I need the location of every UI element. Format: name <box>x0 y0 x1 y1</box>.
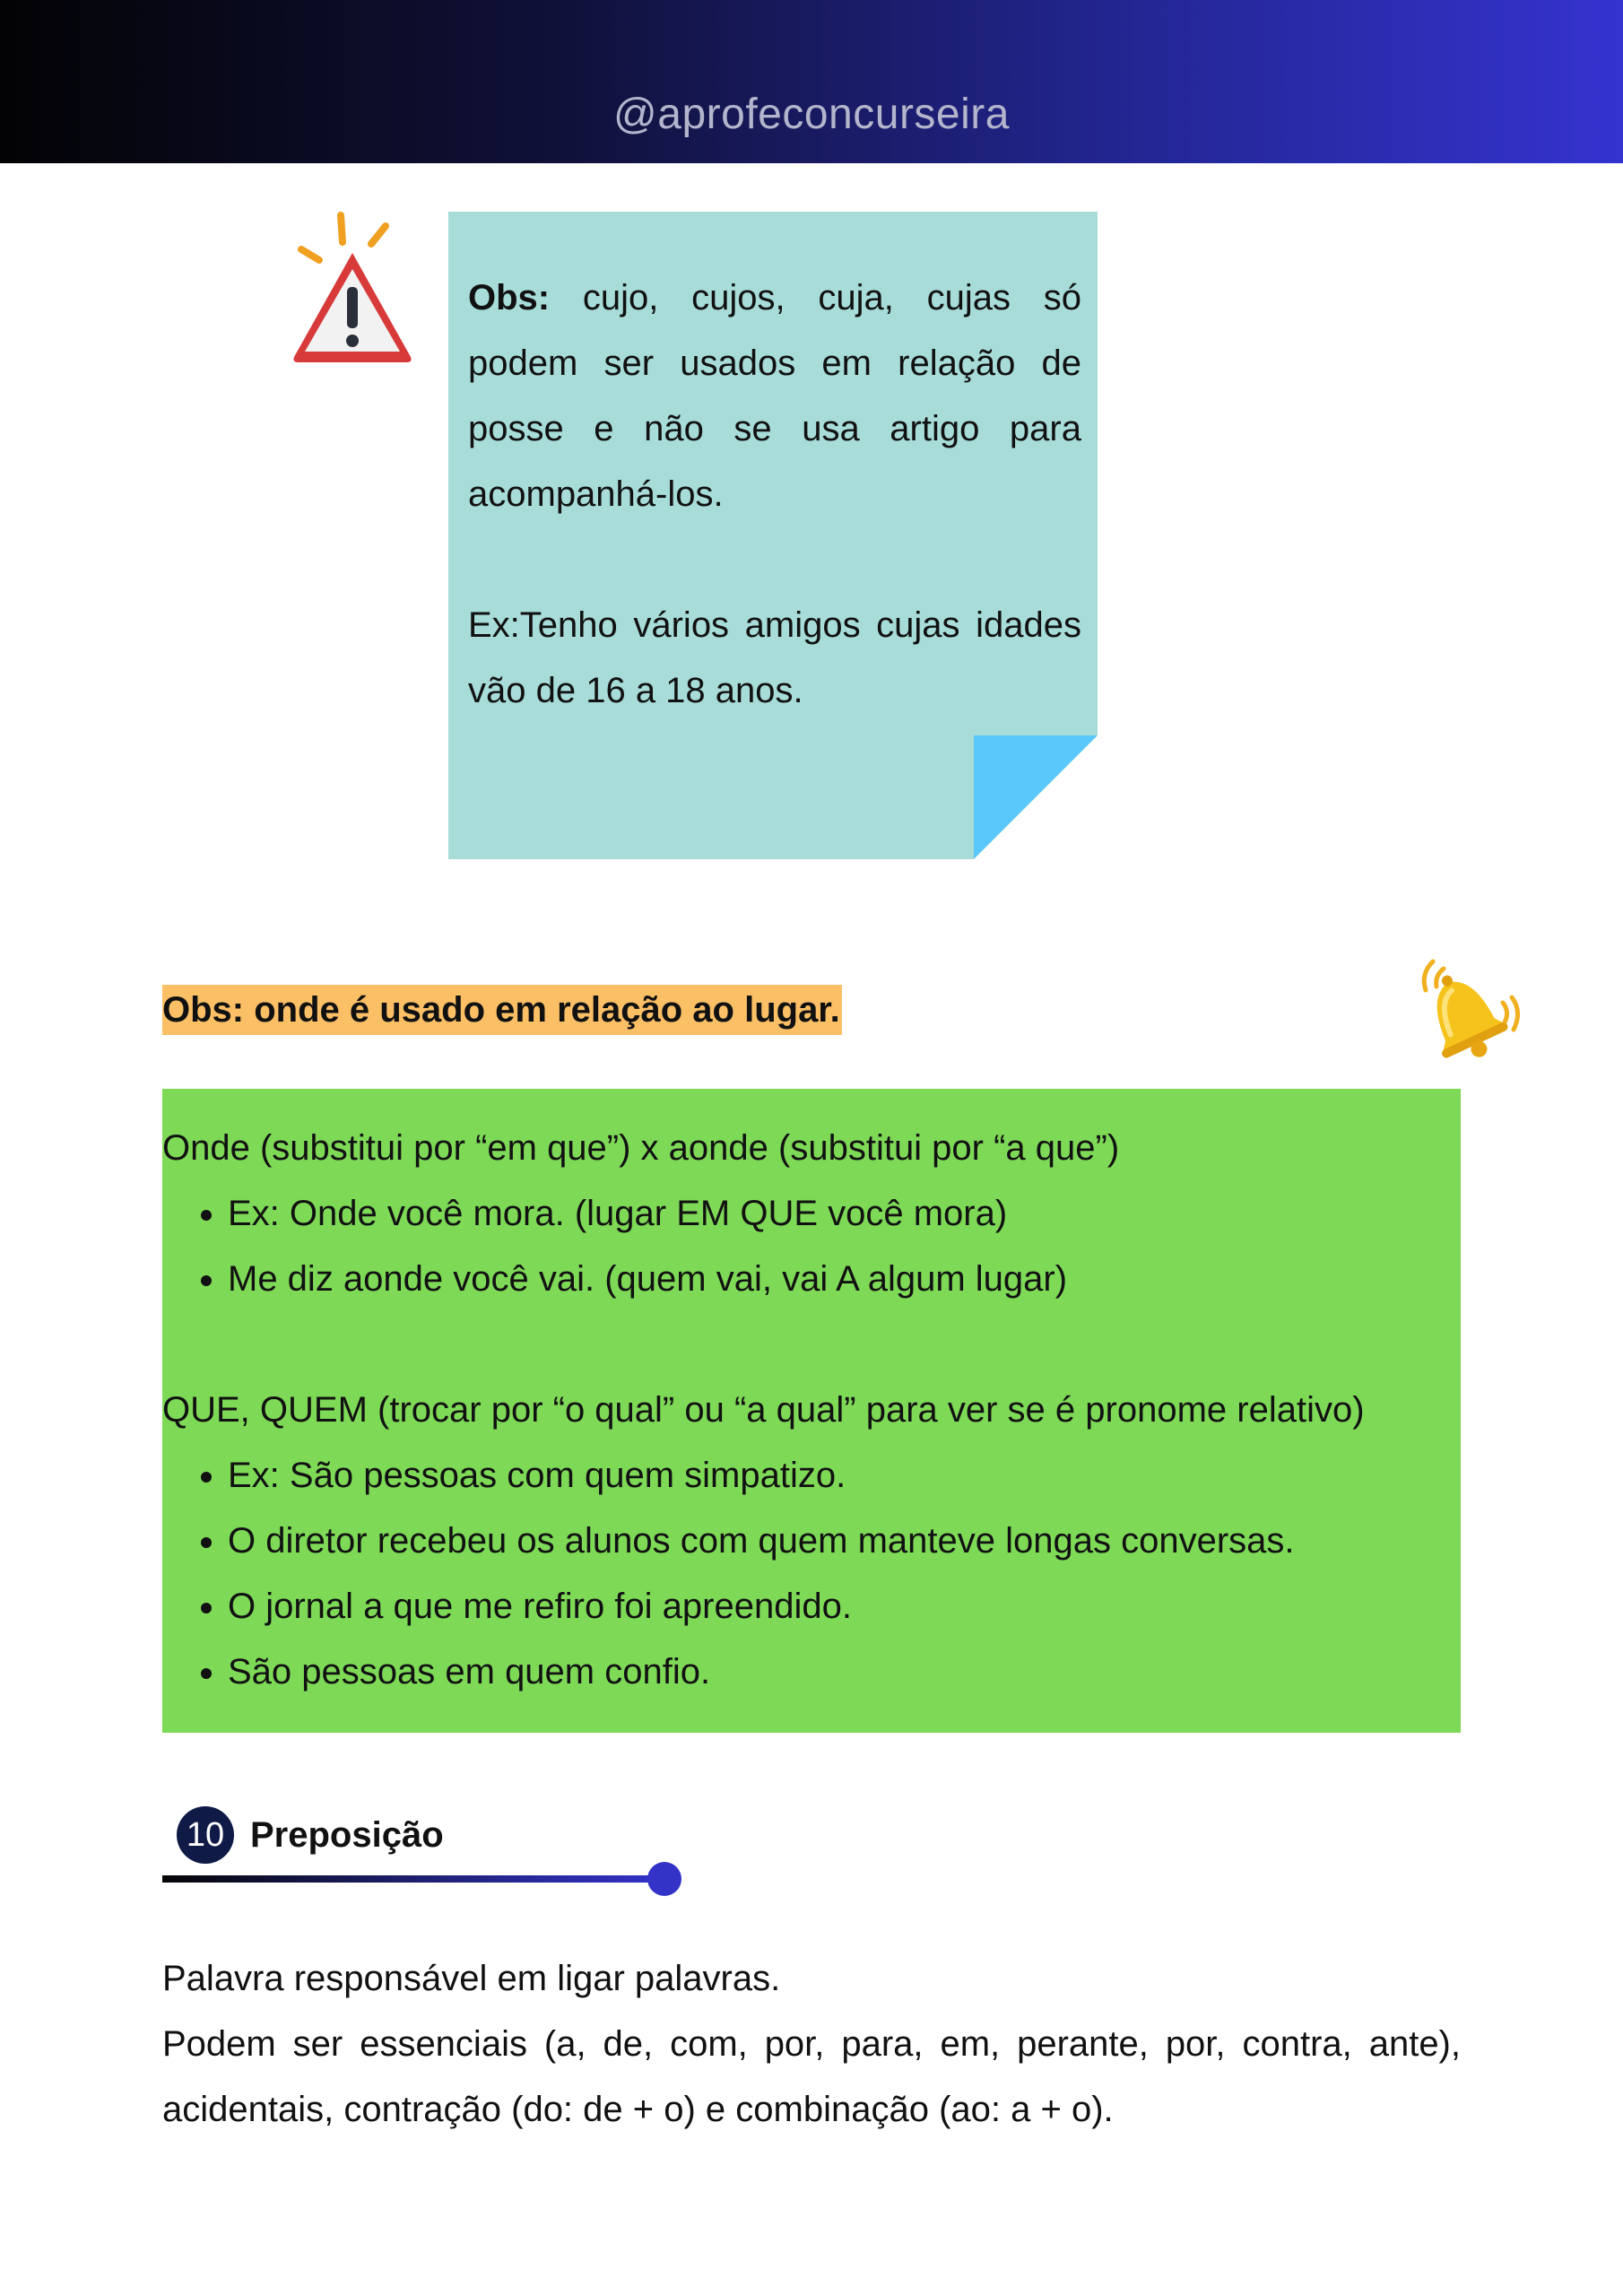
que-quem-list <box>162 1443 1454 1705</box>
list-item: • Me diz aonde você vai. (quem vai, vai A algum lugar) <box>228 1247 1454 1312</box>
list-item: • Ex: Onde você mora. (lugar EM QUE você mora) <box>228 1181 1454 1247</box>
body-line-2: Podem ser essenciais (a, de, com, por, para, em, perante, por, contra, ante), acidentais, contração (do: de + o) e combinação (ao: a + o). <box>162 2024 1461 2129</box>
bell-icon <box>1399 949 1524 1065</box>
section-number-badge: 10 <box>177 1806 234 1864</box>
section-title: Preposição <box>250 1815 444 1855</box>
page-header <box>0 0 1623 163</box>
que-quem-intro: QUE, QUEM (trocar por “o qual” ou “a qual” para ver se é pronome relativo) <box>162 1390 1365 1430</box>
onde-aonde-intro: Onde (substitui por “em que”) x aonde (substitui por “a que”) <box>162 1128 1120 1168</box>
note-example: Ex:Tenho vários amigos cujas idades vão de 16 a 18 anos. <box>468 605 1081 710</box>
onde-aonde-list <box>162 1181 1454 1312</box>
relative-pronouns-box <box>162 1089 1461 1733</box>
preposition-description <box>162 1946 1461 2143</box>
sticky-note <box>448 212 1098 859</box>
note-obs-label: Obs: <box>468 278 551 317</box>
sticky-note-text <box>468 265 1081 724</box>
list-item: • O diretor recebeu os alunos com quem manteve longas conversas. <box>228 1509 1454 1574</box>
note-folded-corner <box>974 735 1098 859</box>
relative-pronouns-content <box>162 1116 1454 1705</box>
list-item: • São pessoas em quem confio. <box>228 1639 1454 1705</box>
note-obs-text: cujo, cujos, cuja, cujas só podem ser usados em relação de posse e não se usa artigo para acompanhá-los. <box>468 278 1081 514</box>
list-item: • Ex: São pessoas com quem simpatizo. <box>228 1443 1454 1509</box>
highlighted-obs: Obs: onde é usado em relação ao lugar. <box>162 985 842 1035</box>
list-item: • O jornal a que me refiro foi apreendido. <box>228 1574 1454 1639</box>
warning-icon <box>285 206 420 368</box>
header-handle: @aprofeconcurseira <box>613 91 1010 138</box>
section-underline <box>162 1875 664 1883</box>
body-line-1: Palavra responsável em ligar palavras. <box>162 1959 781 1998</box>
section-underline-dot <box>647 1862 681 1896</box>
